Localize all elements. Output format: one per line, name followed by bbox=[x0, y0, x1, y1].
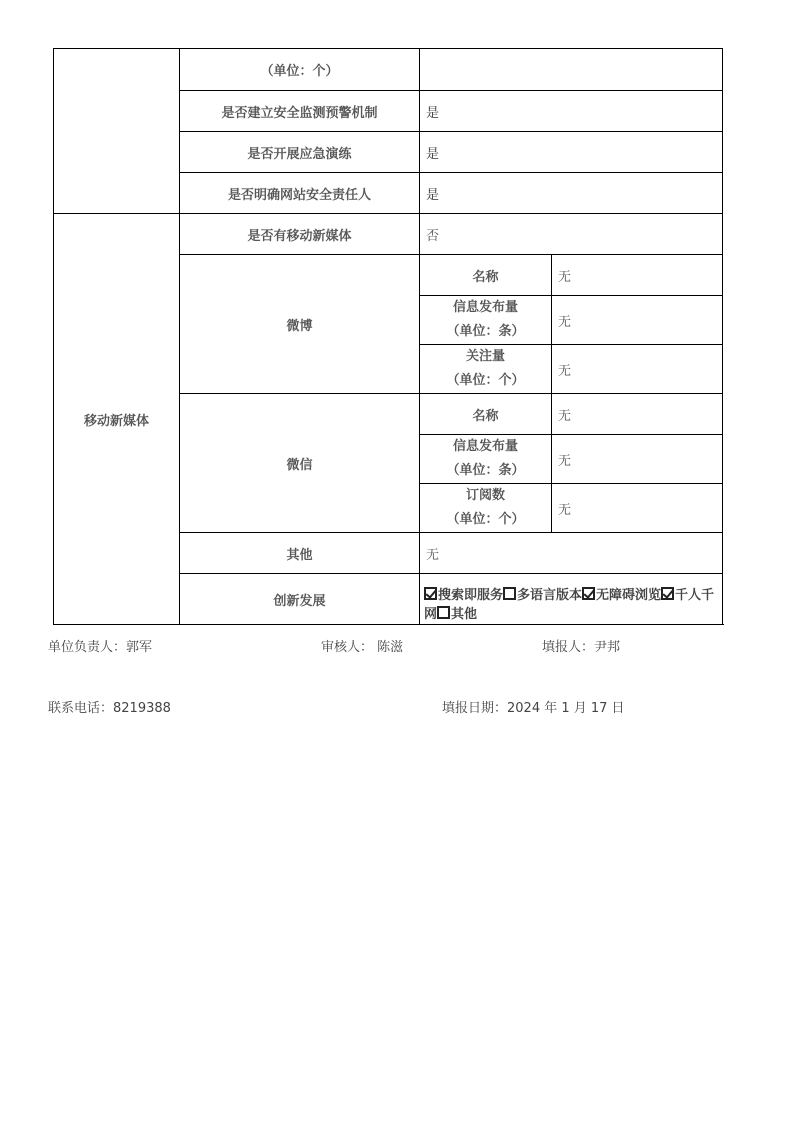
wechat-sub-label bbox=[420, 484, 552, 533]
checkbox-icon[interactable] bbox=[661, 587, 674, 600]
weibo-posts-label-line1: 信息发布量 bbox=[452, 300, 518, 315]
option-label: 千人千网 bbox=[424, 588, 715, 622]
wechat-sub-value: 无 bbox=[552, 484, 723, 533]
wechat-posts-label bbox=[420, 435, 552, 484]
option-label: 其他 bbox=[451, 607, 478, 622]
filler: 填报人：尹邦 bbox=[542, 640, 621, 655]
weibo-label: 微博 bbox=[180, 255, 420, 394]
weibo-follow-label bbox=[420, 345, 552, 394]
responsible-label: 是否明确网站安全责任人 bbox=[180, 173, 420, 214]
fill-date: 填报日期：2024 年 1 月 17 日 bbox=[442, 701, 625, 716]
option-accessibility[interactable] bbox=[582, 588, 661, 603]
weibo-posts-label-line2: （单位：条） bbox=[446, 324, 525, 339]
weibo-follow-label-line1: 关注量 bbox=[465, 349, 505, 364]
option-label: 多语言版本 bbox=[517, 588, 583, 603]
wechat-posts-label-line2: （单位：条） bbox=[446, 463, 525, 478]
option-other[interactable] bbox=[437, 607, 477, 622]
wechat-posts-label-line1: 信息发布量 bbox=[452, 439, 518, 454]
wechat-label: 微信 bbox=[180, 394, 420, 533]
checkbox-icon[interactable] bbox=[582, 587, 595, 600]
unit-count-label: （单位：个） bbox=[180, 49, 420, 91]
wechat-posts-value: 无 bbox=[552, 435, 723, 484]
contact-phone: 联系电话：8219388 bbox=[48, 701, 171, 716]
other-value: 无 bbox=[420, 533, 723, 574]
weibo-posts-value: 无 bbox=[552, 296, 723, 345]
drill-value: 是 bbox=[420, 132, 723, 173]
weibo-follow-value: 无 bbox=[552, 345, 723, 394]
unit-head: 单位负责人：郭军 bbox=[48, 640, 153, 655]
option-multilingual[interactable] bbox=[503, 588, 582, 603]
option-search-as-service[interactable] bbox=[424, 588, 503, 603]
weibo-follow-label-line2: （单位：个） bbox=[446, 373, 525, 388]
option-label: 搜索即服务 bbox=[438, 588, 504, 603]
checkbox-icon[interactable] bbox=[503, 587, 516, 600]
weibo-name-label: 名称 bbox=[420, 255, 552, 296]
monitoring-label: 是否建立安全监测预警机制 bbox=[180, 91, 420, 132]
mobile-category: 移动新媒体 bbox=[54, 214, 180, 625]
wechat-name-value: 无 bbox=[552, 394, 723, 435]
has-mobile-value: 否 bbox=[420, 214, 723, 255]
responsible-value: 是 bbox=[420, 173, 723, 214]
checkbox-icon[interactable] bbox=[424, 587, 437, 600]
checkbox-icon[interactable] bbox=[437, 606, 450, 619]
report-table bbox=[53, 48, 723, 625]
innovation-options bbox=[420, 574, 723, 625]
unit-count-value bbox=[420, 49, 723, 91]
wechat-name-label: 名称 bbox=[420, 394, 552, 435]
other-label: 其他 bbox=[180, 533, 420, 574]
weibo-posts-label bbox=[420, 296, 552, 345]
option-label: 无障碍浏览 bbox=[596, 588, 662, 603]
monitoring-value: 是 bbox=[420, 91, 723, 132]
weibo-name-value: 无 bbox=[552, 255, 723, 296]
innovation-category: 创新发展 bbox=[180, 574, 420, 625]
wechat-sub-label-line1: 订阅数 bbox=[465, 488, 505, 503]
has-mobile-label: 是否有移动新媒体 bbox=[180, 214, 420, 255]
security-category-cell bbox=[54, 49, 180, 214]
wechat-sub-label-line2: （单位：个） bbox=[446, 512, 525, 527]
drill-label: 是否开展应急演练 bbox=[180, 132, 420, 173]
reviewer: 审核人： 陈滋 bbox=[321, 640, 404, 655]
